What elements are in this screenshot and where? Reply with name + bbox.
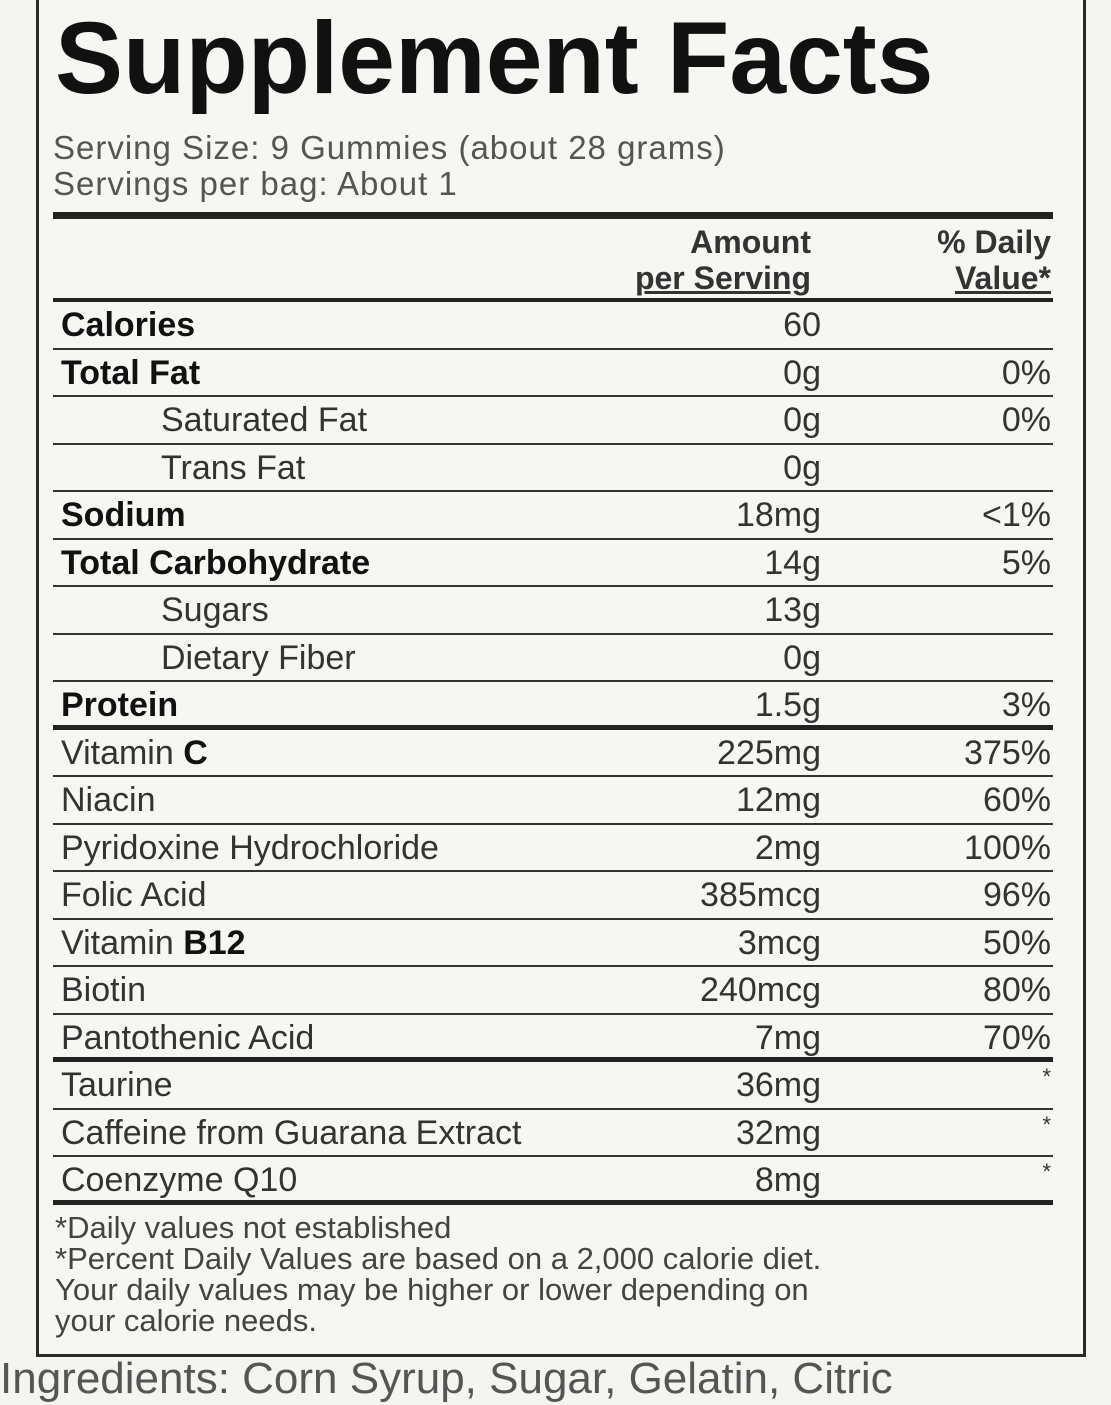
amount-header	[635, 224, 811, 296]
nutrient-name: Folic Acid	[61, 876, 207, 914]
nutrient-amount: 0g	[783, 401, 821, 439]
supplement-facts-panel	[36, 0, 1086, 1357]
serving-info	[53, 130, 726, 202]
nutrient-table	[53, 302, 1053, 1205]
table-row	[53, 492, 1053, 540]
nutrient-amount: 0g	[783, 353, 821, 392]
table-row	[53, 682, 1053, 730]
table-row	[53, 350, 1053, 398]
table-row	[53, 445, 1053, 493]
header-divider	[53, 212, 1053, 219]
dv-header-line1: % Daily	[937, 224, 1051, 260]
footnotes	[55, 1212, 1055, 1336]
nutrient-amount: 225mg	[717, 733, 821, 772]
column-header	[53, 222, 1053, 304]
nutrient-name: Sugars	[161, 591, 269, 629]
nutrient-amount: 7mg	[754, 1018, 821, 1057]
nutrient-name: Calories	[61, 306, 196, 344]
nutrient-name: Dietary Fiber	[161, 638, 356, 677]
serving-size: Serving Size: 9 Gummies (about 28 grams)	[53, 129, 726, 166]
nutrient-dv: 3%	[1001, 686, 1051, 724]
nutrient-amount: 0g	[783, 448, 821, 487]
amount-header-line2: per Serving	[634, 260, 811, 296]
nutrient-name-prefix: Vitamin	[61, 733, 184, 772]
nutrient-dv: <1%	[982, 496, 1051, 534]
nutrient-amount: 2mg	[754, 828, 821, 867]
nutrient-name: Taurine	[61, 1066, 173, 1104]
nutrient-amount: 3mcg	[737, 923, 821, 962]
nutrient-amount: 240mcg	[700, 971, 821, 1009]
amount-header-line1: Amount	[690, 224, 811, 260]
nutrient-dv: 70%	[982, 1018, 1051, 1057]
daily-value-header	[937, 224, 1051, 296]
nutrient-dv: 50%	[982, 923, 1051, 962]
table-row	[53, 872, 1053, 920]
table-row	[53, 1062, 1053, 1110]
nutrient-name	[61, 730, 208, 776]
nutrient-amount: 18mg	[735, 496, 821, 534]
nutrient-dv: 60%	[982, 781, 1051, 819]
nutrient-name: Coenzyme Q10	[61, 1161, 298, 1199]
nutrient-name: Pantothenic Acid	[61, 1018, 315, 1057]
nutrient-name	[61, 920, 246, 966]
nutrient-dv: 96%	[982, 876, 1051, 914]
nutrient-name: Total Fat	[61, 353, 201, 392]
table-row	[53, 302, 1053, 350]
footnote: *Percent Daily Values are based on a 2,000 calorie diet.	[55, 1241, 822, 1276]
table-row	[53, 540, 1053, 588]
nutrient-name-prefix: Vitamin	[61, 923, 184, 962]
table-row	[53, 1157, 1053, 1205]
table-row	[53, 587, 1053, 635]
nutrient-amount: 1.5g	[754, 686, 821, 724]
nutrient-name: Pyridoxine Hydrochloride	[61, 828, 439, 867]
nutrient-amount: 8mg	[754, 1161, 821, 1199]
table-row	[53, 825, 1053, 873]
table-row	[53, 730, 1053, 778]
nutrient-amount: 14g	[764, 543, 821, 582]
servings-per-bag: Servings per bag: About 1	[53, 165, 458, 202]
nutrient-name: Caffeine from Guarana Extract	[61, 1113, 522, 1152]
nutrient-amount: 0g	[783, 638, 821, 677]
nutrient-dv: 5%	[1001, 543, 1051, 582]
nutrient-amount: 13g	[764, 591, 821, 629]
nutrient-amount: 385mcg	[700, 876, 821, 914]
nutrient-name-bold: B12	[183, 923, 246, 962]
footnote: your calorie needs.	[55, 1303, 317, 1338]
table-row	[53, 1015, 1053, 1063]
nutrient-name: Saturated Fat	[161, 401, 368, 439]
nutrient-name-bold: C	[183, 733, 208, 772]
table-row	[53, 635, 1053, 683]
nutrient-name: Protein	[61, 686, 179, 724]
nutrient-name: Sodium	[61, 496, 186, 534]
nutrient-dv: 0%	[1001, 401, 1051, 439]
nutrient-name: Biotin	[61, 971, 147, 1009]
footnote: *Daily values not established	[55, 1210, 452, 1245]
table-row	[53, 777, 1053, 825]
ingredients-cutoff	[0, 1354, 1111, 1403]
label-title: Supplement Facts	[55, 1, 934, 115]
nutrient-amount: 36mg	[735, 1066, 821, 1104]
nutrient-dv: 80%	[982, 971, 1051, 1009]
dv-header-line2: Value*	[954, 260, 1051, 296]
nutrient-name: Total Carbohydrate	[61, 543, 371, 582]
nutrient-dv: *	[1042, 1111, 1051, 1137]
nutrient-dv: 100%	[964, 828, 1051, 867]
nutrient-amount: 32mg	[735, 1113, 821, 1152]
table-row	[53, 967, 1053, 1015]
table-row	[53, 920, 1053, 968]
nutrient-dv: 0%	[1001, 353, 1051, 392]
footnote: Your daily values may be higher or lower depending on	[55, 1272, 809, 1307]
nutrient-dv: *	[1042, 1064, 1051, 1089]
nutrient-dv: 375%	[964, 733, 1051, 772]
table-row	[53, 397, 1053, 445]
ingredients-text: Ingredients: Corn Syrup, Sugar, Gelatin, Citric	[0, 1354, 893, 1403]
nutrient-name: Trans Fat	[161, 448, 306, 487]
nutrient-amount: 60	[783, 306, 821, 344]
nutrient-name: Niacin	[61, 781, 156, 819]
table-row	[53, 1110, 1053, 1158]
nutrient-dv: *	[1042, 1159, 1051, 1184]
nutrient-amount: 12mg	[735, 781, 821, 819]
